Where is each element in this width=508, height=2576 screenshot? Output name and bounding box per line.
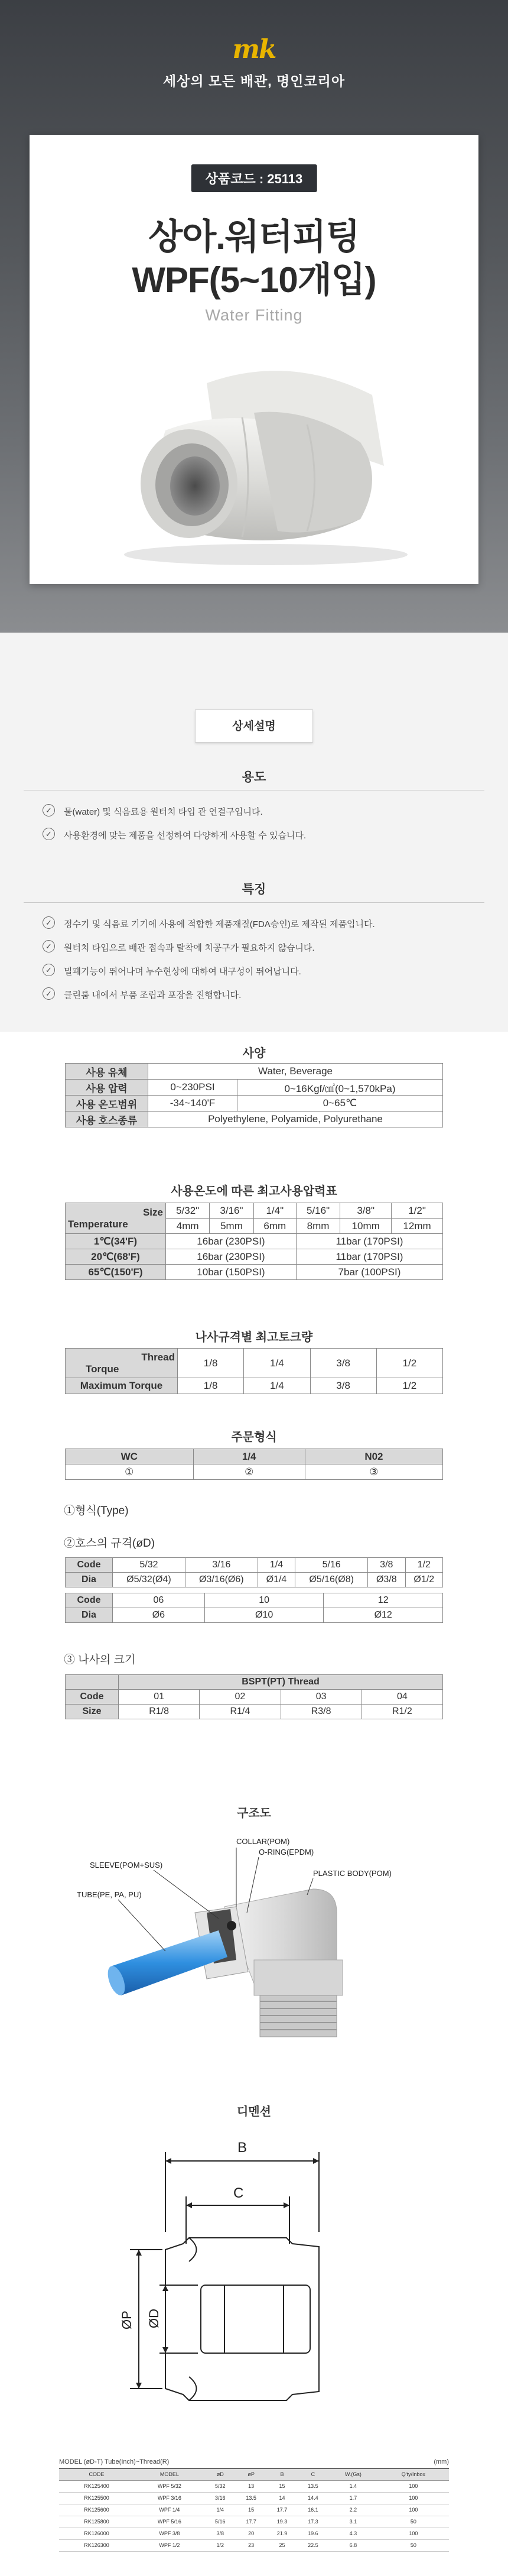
table-cell: 1.7	[349, 2495, 357, 2501]
usage-item: ✓ 물(water) 및 식음료용 원터치 타입 관 연결구입니다.	[64, 805, 263, 818]
usage-title: 용도	[242, 770, 266, 784]
structure-diagram	[59, 1824, 449, 2055]
table-cell: WPF 5/32	[157, 2483, 181, 2489]
body-label: PLASTIC BODY(POM)	[313, 1869, 392, 1878]
feature-item: ✓ 클린룸 내에서 부품 조립과 포장을 진행합니다.	[64, 989, 241, 1001]
check-icon: ✓	[43, 828, 55, 840]
table-cell: 22.5	[308, 2542, 318, 2548]
dim-c-label: C	[233, 2185, 244, 2201]
tube-label: TUBE(PE, PA, PU)	[77, 1890, 142, 1899]
feature-item: ✓ 정수기 및 식음료 기기에 사용에 적합한 제품재질(FDA승인)로 제작된 제품입니다.	[64, 918, 375, 930]
table-cell: 17.3	[308, 2519, 318, 2525]
brand-logo: mk	[232, 34, 276, 64]
table-cell: RK125800	[84, 2519, 109, 2525]
table-cell: 100	[409, 2483, 418, 2489]
product-card	[30, 135, 478, 584]
hose-mm-table: Code 06 10 12 Dia Ø6 Ø10 Ø12	[65, 1593, 443, 1623]
table-row	[59, 2480, 449, 2492]
brand-tagline: 세상의 모든 배관, 명인코리아	[162, 73, 346, 89]
table-cell: 4.3	[349, 2530, 357, 2536]
table-cell: RK125500	[84, 2495, 109, 2501]
spec-table: 사용 유체 Water, Beverage 사용 압력 0~230PSI 0~16Kgf/㎠(0~1,570kPa) 사용 온도범위 -34~140'F 0~65℃ 사용 호스종류 Polyethylene, Polyamide, Polyurethane	[65, 1063, 443, 1127]
detail-section-label: 상세설명	[195, 709, 313, 743]
product-subtitle: Water Fitting	[205, 306, 303, 324]
table-cell: RK126000	[84, 2530, 109, 2536]
model-table: CODE MODEL øD øP B C W.(Gs) Q'ty/Inbox RK125400 WPF 5/32 5/32 13 15 13.5 1.4 100 RK125500 WPF 3/16 3/16 13.5 14 14.4 1.7 100 RK125600 WPF 1/4 1/4 15 17.7 16.1 2.2 100 RK125800 WPF 5/16 5/16 17.7 19.3 17.3 3.1 50 RK126000 WPF 3/8 3/8 20 21.9 19.6 4.3 100 RK126300 WPF 1/2 1/2 23 25 22.5 6.8 50	[59, 2468, 449, 2552]
table-cell: 19.3	[276, 2519, 288, 2525]
type-label: ①형식(Type)	[64, 1505, 129, 1517]
table-row	[59, 2539, 449, 2551]
table-cell: 100	[409, 2495, 418, 2501]
check-icon: ✓	[43, 916, 55, 929]
product-image	[30, 342, 478, 578]
table-cell: 16.1	[308, 2507, 318, 2513]
table-cell: 50	[410, 2519, 416, 2525]
pressure-table: Size Temperature 5/32" 3/16" 1/4" 5/16" 3/8" 1/2" 4mm 5mm 6mm 8mm 10mm 12mm 1℃(34'F) 16bar (230PSI) 11bar (170PSI) 20℃(68'F) 16bar (230PSI) 11bar (170PSI) 65℃(150'F) 10bar (150PSI) 7bar (100PSI)	[65, 1203, 443, 1280]
table-cell: 6.8	[349, 2542, 357, 2548]
table-cell: 1/2	[216, 2542, 224, 2548]
table-cell: 3.1	[349, 2519, 357, 2525]
feature-item: ✓ 밀폐기능이 뛰어나며 누수현상에 대하여 내구성이 뛰어납니다.	[64, 965, 301, 977]
table-cell: 23	[248, 2542, 255, 2548]
table-cell: WPF 5/16	[157, 2519, 181, 2525]
table-cell: 5/16	[215, 2519, 226, 2525]
screw-label: ③ 나사의 크기	[64, 1654, 136, 1666]
table-cell: RK125400	[84, 2483, 109, 2489]
table-cell: 17.7	[246, 2519, 256, 2525]
table-cell: 3/16	[215, 2495, 226, 2501]
product-title-line1: 상아.워터피팅	[148, 217, 360, 257]
table-cell: 2.2	[349, 2507, 357, 2513]
spec-title: 사양	[242, 1047, 266, 1060]
table-cell: 13	[248, 2483, 255, 2489]
table-cell: RK126300	[84, 2542, 109, 2548]
check-icon: ✓	[43, 964, 55, 976]
check-icon: ✓	[43, 987, 55, 1000]
table-cell: 13.5	[308, 2483, 318, 2489]
dimension-drawing	[106, 2125, 402, 2433]
table-cell: 21.9	[276, 2530, 288, 2536]
table-cell: 100	[409, 2530, 418, 2536]
structure-title: 구조도	[237, 1807, 271, 1820]
table-row	[59, 2504, 449, 2516]
model-table-caption: MODEL (øD-T) Tube(Inch)~Thread(R)	[59, 2458, 170, 2465]
hose-label: ②호스의 규격(øD)	[64, 1537, 155, 1550]
table-cell: 17.7	[276, 2507, 288, 2513]
table-cell: 3/8	[216, 2530, 224, 2536]
screw-table: BSPT(PT) Thread Code 01 02 03 04 Size R1/8 R1/4 R3/8 R1/2	[65, 1674, 443, 1719]
brand-header	[0, 0, 508, 136]
table-cell: 1/4	[216, 2507, 224, 2513]
hose-inch-table: Code 5/32 3/16 1/4 5/16 3/8 1/2 Dia Ø5/32(Ø4) Ø3/16(Ø6) Ø1/4 Ø5/16(Ø8) Ø3/8 Ø1/2	[65, 1557, 443, 1587]
dimension-title: 디멘션	[237, 2105, 271, 2118]
usage-item: ✓ 사용환경에 맞는 제품을 선정하여 다양하게 사용할 수 있습니다.	[64, 829, 306, 841]
table-cell: 50	[410, 2542, 416, 2548]
model-table-block	[59, 2458, 449, 2552]
order-format-table: WC 1/4 N02 ① ② ③	[65, 1449, 443, 1480]
feature-divider	[24, 902, 484, 903]
table-cell: 15	[248, 2507, 255, 2513]
order-title: 주문형식	[231, 1431, 277, 1444]
table-cell: WPF 3/8	[159, 2530, 180, 2536]
table-cell: 14	[279, 2495, 285, 2501]
product-code-badge: 상품코드 : 25113	[191, 164, 317, 192]
table-cell: 100	[409, 2507, 418, 2513]
table-cell: WPF 1/4	[159, 2507, 180, 2513]
dim-d-label: ØD	[146, 2309, 161, 2328]
table-cell: 20	[248, 2530, 255, 2536]
feature-item: ✓ 원터치 타입으로 배관 접속과 탈착에 치공구가 필요하지 않습니다.	[64, 941, 315, 954]
model-table-unit: (mm)	[434, 2458, 449, 2465]
collar-label: COLLAR(POM)	[236, 1837, 290, 1846]
oring-label: O-RING(EPDM)	[259, 1848, 314, 1856]
product-title-line2: WPF(5~10개입)	[132, 260, 376, 300]
table-cell: 1.4	[349, 2483, 357, 2489]
table-cell: 13.5	[246, 2495, 256, 2501]
table-row	[59, 2528, 449, 2539]
dim-p-label: ØP	[119, 2311, 134, 2329]
table-cell: 5/32	[215, 2483, 226, 2489]
table-cell: RK125600	[84, 2507, 109, 2513]
table-cell: 19.6	[308, 2530, 318, 2536]
torque-table: Thread Torque 1/8 1/4 3/8 1/2 Maximum Torque 1/8 1/4 3/8 1/2	[65, 1348, 443, 1394]
table-cell: 15	[279, 2483, 285, 2489]
torque-title: 나사규격별 최고토크량	[195, 1331, 313, 1344]
hero-banner	[0, 0, 508, 633]
feature-title: 특징	[242, 883, 266, 896]
table-cell: WPF 1/2	[159, 2542, 180, 2548]
table-cell: WPF 3/16	[157, 2495, 181, 2501]
table-cell: 14.4	[308, 2495, 318, 2501]
table-row	[59, 2516, 449, 2528]
check-icon: ✓	[43, 804, 55, 816]
table-cell: 25	[279, 2542, 285, 2548]
table-row	[59, 2492, 449, 2504]
sleeve-label: SLEEVE(POM+SUS)	[90, 1861, 163, 1869]
dim-b-label: B	[237, 2140, 248, 2156]
check-icon: ✓	[43, 940, 55, 952]
pressure-title: 사용온도에 따른 최고사용압력표	[171, 1185, 337, 1198]
